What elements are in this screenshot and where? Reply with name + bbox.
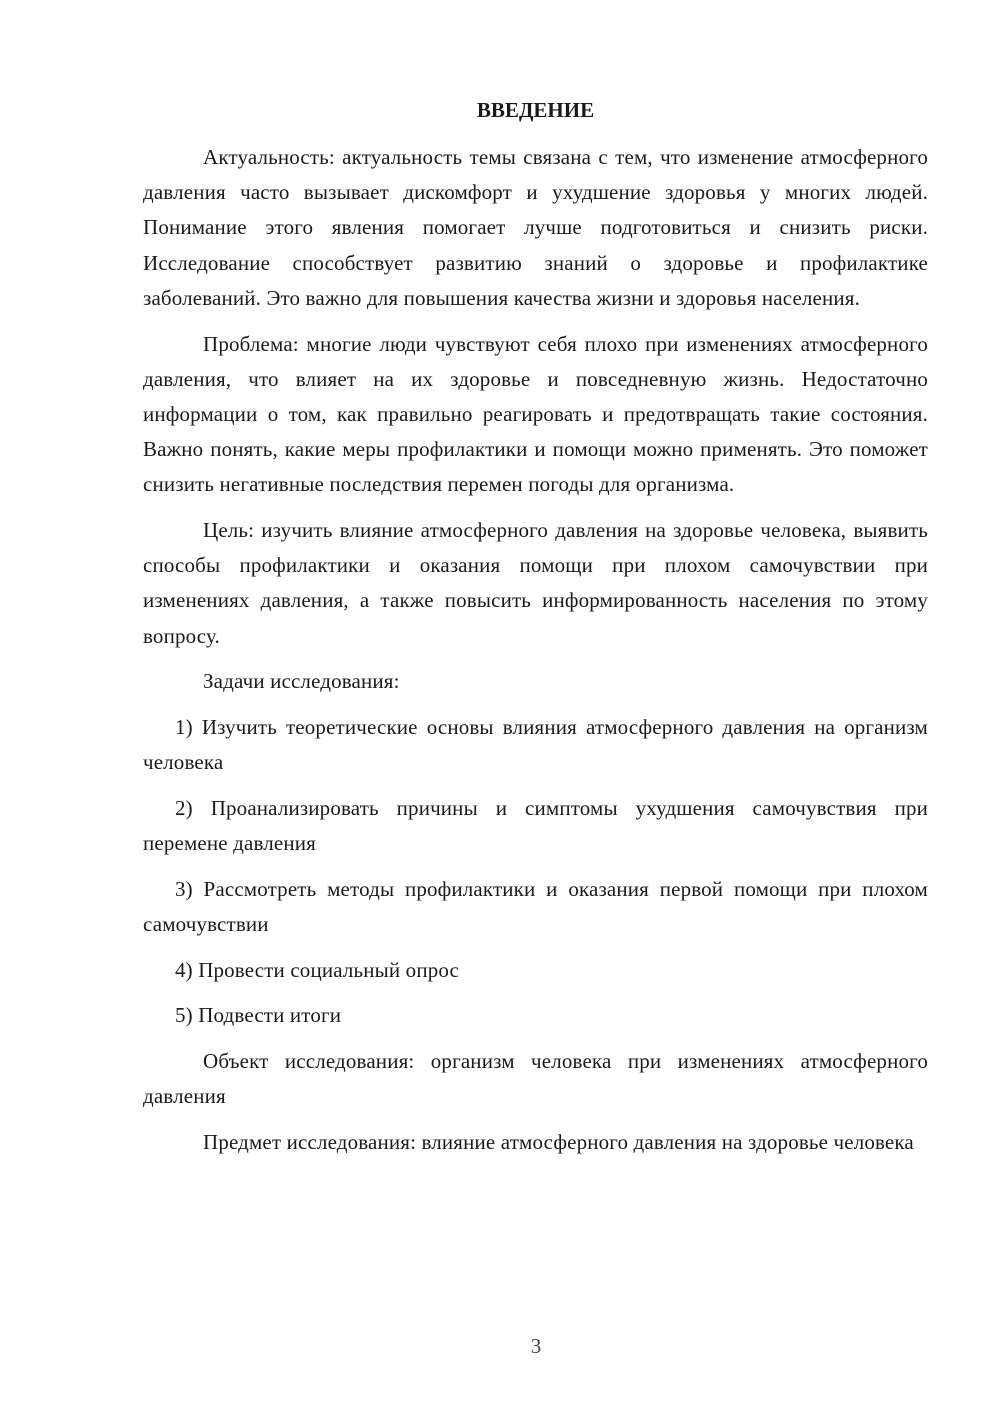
section-title: ВВЕДЕНИЕ [476, 98, 595, 122]
task-item-1: 1) Изучить теоретические основы влияния атмосферного давления на организм человека [143, 715, 928, 775]
task-item-3: 3) Рассмотреть методы профилактики и оказания первой помощи при плохом самочувствии [143, 876, 928, 937]
paragraph-subject: Предмет исследования: влияние атмосферного давления на здоровье человека [203, 1130, 914, 1155]
paragraph-object: Объект исследования: организм человека при изменениях атмосферного давления [143, 1049, 928, 1109]
document-page [143, 93, 928, 1160]
task-item-4: 4) Провести социальный опрос [175, 957, 460, 982]
task-item-2: 2) Проанализировать причины и симптомы ухудшения самочувствия при перемене давления [143, 795, 928, 856]
tasks-heading: Задачи исследования: [203, 669, 400, 694]
paragraph-problem: Проблема: многие люди чувствуют себя плохо при изменениях атмосферного давления, что влияет на их здоровье и повседневную жизнь. Недостаточно информации о том, как правильно реагировать и предотвращать такие состояния. Важно понять, какие меры профилактики и помощи можно применять. Это поможет снизить негативные последствия перемен погоды для организма. [143, 331, 928, 497]
page-number: 3 [530, 1334, 542, 1358]
task-item-5: 5) Подвести итоги [175, 1003, 342, 1028]
paragraph-relevance: Актуальность: актуальность темы связана с тем, что изменение атмосферного давления часто вызывает дискомфорт и ухудшение здоровья у многих людей. Понимание этого явления помогает лучше подготовиться и снизить риски. Исследование способствует развитию знаний о здоровье и профилактике заболеваний. Это важно для повышения качества жизни и здоровья населения. [143, 145, 928, 310]
paragraph-goal: Цель: изучить влияние атмосферного давления на здоровье человека, выявить способы профилактики и оказания помощи при плохом самочувствии при изменениях давления, а также повысить информированность населения по этому вопросу. [143, 518, 928, 648]
